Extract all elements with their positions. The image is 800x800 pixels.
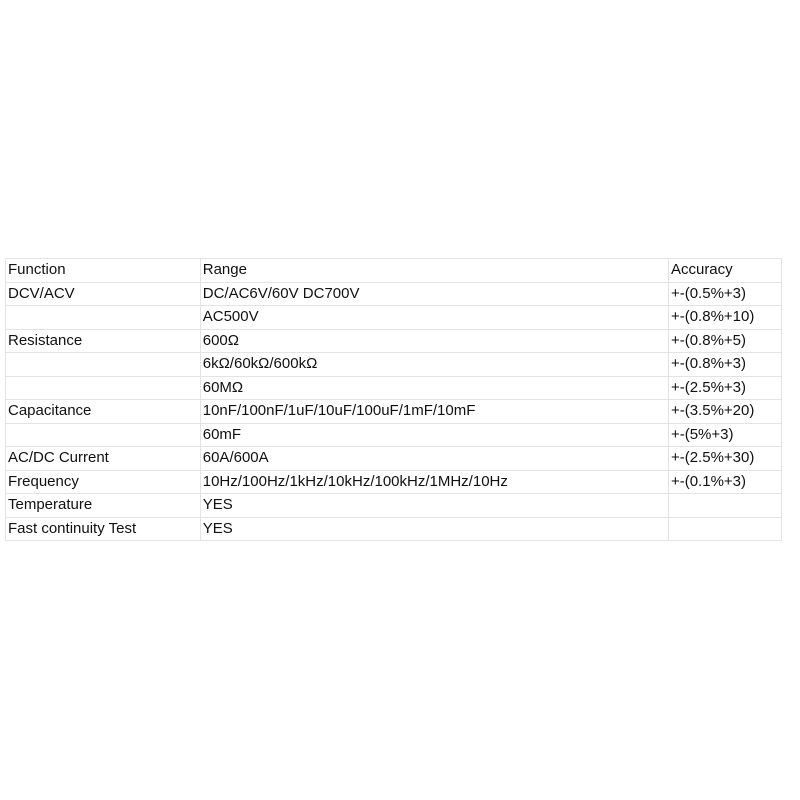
cell-accuracy: +-(0.8%+10) [668, 306, 781, 330]
cell-accuracy [668, 517, 781, 541]
cell-accuracy: +-(5%+3) [668, 423, 781, 447]
table-row [6, 447, 782, 471]
cell-function: Fast continuity Test [6, 517, 201, 541]
table-row [6, 282, 782, 306]
cell-accuracy: +-(3.5%+20) [668, 400, 781, 424]
cell-function: Resistance [6, 329, 201, 353]
cell-range: 60mF [200, 423, 668, 447]
cell-range: 60MΩ [200, 376, 668, 400]
table-row [6, 400, 782, 424]
cell-range: 6kΩ/60kΩ/600kΩ [200, 353, 668, 377]
cell-function: AC/DC Current [6, 447, 201, 471]
cell-range: 10nF/100nF/1uF/10uF/100uF/1mF/10mF [200, 400, 668, 424]
cell-accuracy: +-(2.5%+30) [668, 447, 781, 471]
header-accuracy: Accuracy [668, 259, 781, 283]
cell-accuracy: +-(0.5%+3) [668, 282, 781, 306]
cell-range: 600Ω [200, 329, 668, 353]
table-row [6, 517, 782, 541]
header-function: Function [6, 259, 201, 283]
cell-accuracy: +-(0.8%+3) [668, 353, 781, 377]
header-range: Range [200, 259, 668, 283]
table-row [6, 376, 782, 400]
cell-accuracy [668, 494, 781, 518]
spec-table [5, 258, 782, 541]
cell-function [6, 306, 201, 330]
spec-table-body [6, 259, 782, 541]
cell-range: 10Hz/100Hz/1kHz/10kHz/100kHz/1MHz/10Hz [200, 470, 668, 494]
cell-function: DCV/ACV [6, 282, 201, 306]
cell-function: Capacitance [6, 400, 201, 424]
cell-range: 60A/600A [200, 447, 668, 471]
table-header-row [6, 259, 782, 283]
cell-function [6, 376, 201, 400]
table-row [6, 306, 782, 330]
cell-range: DC/AC6V/60V DC700V [200, 282, 668, 306]
cell-accuracy: +-(0.8%+5) [668, 329, 781, 353]
cell-accuracy: +-(2.5%+3) [668, 376, 781, 400]
cell-function [6, 423, 201, 447]
cell-range: YES [200, 517, 668, 541]
cell-range: AC500V [200, 306, 668, 330]
cell-range: YES [200, 494, 668, 518]
table-row [6, 470, 782, 494]
table-row [6, 329, 782, 353]
table-row [6, 353, 782, 377]
table-row [6, 423, 782, 447]
table-row [6, 494, 782, 518]
cell-accuracy: +-(0.1%+3) [668, 470, 781, 494]
cell-function [6, 353, 201, 377]
cell-function: Frequency [6, 470, 201, 494]
cell-function: Temperature [6, 494, 201, 518]
